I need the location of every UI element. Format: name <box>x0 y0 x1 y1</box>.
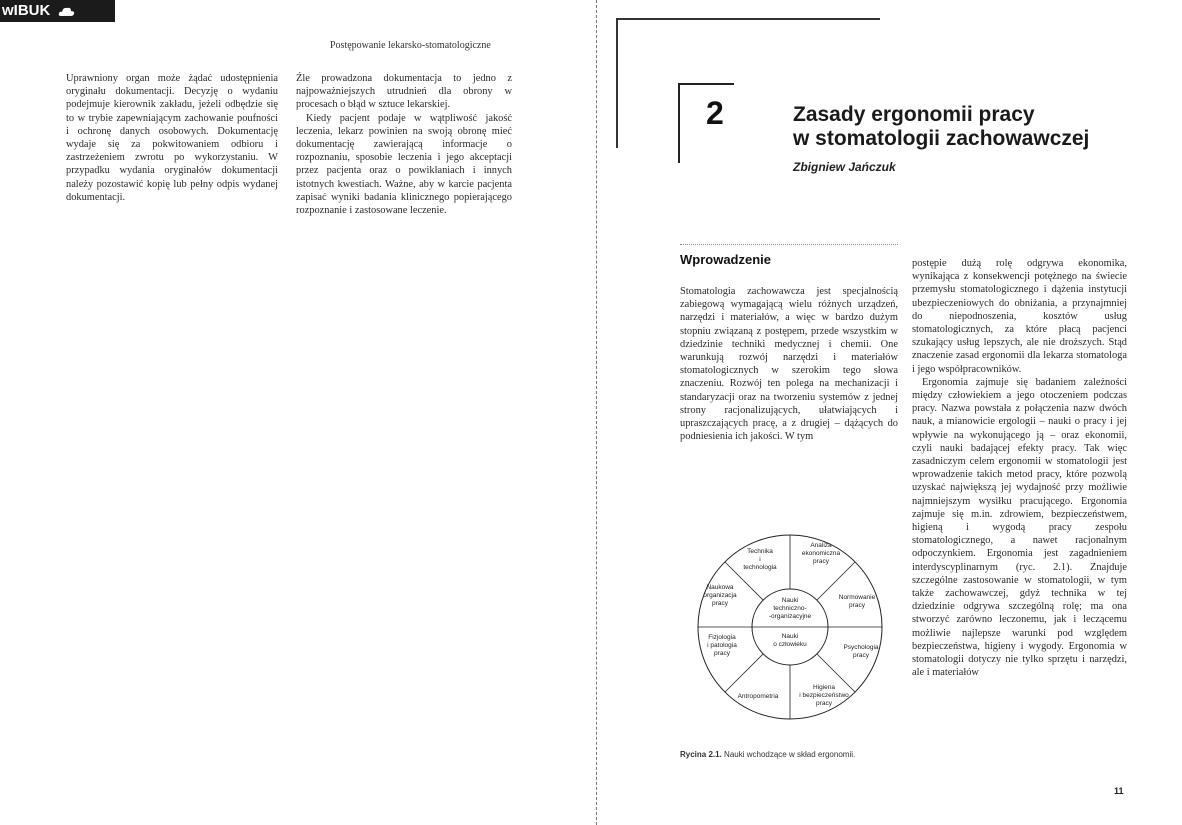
chapter-box-rule <box>678 83 734 85</box>
inner-label: Nauki techniczno--organizacyjne <box>768 597 812 620</box>
paragraph: postępie dużą rolę odgrywa ekonomika, wynikająca z konsekwencji potężnego na świecie przemysłu stomatologicznego i dążenia instytucji ubezpieczeniowych do obniżania, a przynajmniej do niepodnoszenia, kosztów usług stomatologicznych, za które płacą pacjenci szukający usług lepszych, ale nie droższych. Stąd znaczenie zasad ergonomii dla lekarza stomatologa i jego współpracowników. <box>912 258 1127 375</box>
ergonomics-diagram <box>694 515 886 739</box>
segment-label: Normowanie pracy <box>838 594 876 609</box>
paragraph: Stomatologia zachowawcza jest specjalnością zabiegową wymagającą wielu różnych urządzeń, narzędzi i materiałów, a więc w bardzo dużym stopniu związaną z postępem, przede wszystkim w dziedzinie techniki medycznej i chemii. One warunkują rozwój narzędzi i materiałów stomatologicznych w szerokim tego słowa znaczeniu. Rozwój ten polega na mechanizacji i standaryzacji oraz na tworzeniu systemów z jednej strony racjonalizujących, ułatwiających i upraszczających pracę, a z drugiej – dążących do podniesienia ich jakości. W tym <box>680 286 898 443</box>
page-divider <box>596 0 598 825</box>
left-column-2 <box>296 72 512 217</box>
chapter-author: Zbigniew Jańczuk <box>793 160 896 174</box>
left-column-1 <box>66 72 278 204</box>
figure-caption <box>680 750 855 759</box>
chapter-title <box>793 103 1089 151</box>
page-number: 11 <box>1114 786 1124 796</box>
section-heading: Wprowadzenie <box>680 252 772 267</box>
segment-label: Analiza ekonomiczna pracy <box>801 542 841 565</box>
chapter-number: 2 <box>706 95 724 131</box>
caption-text: Nauki wchodzące w skład ergonomii. <box>724 750 856 759</box>
segment-label: Psychologia pracy <box>843 644 879 659</box>
section-rule <box>680 244 898 245</box>
paragraph: Kiedy pacjent podaje w wątpliwość jakość leczenia, lekarz powinien na swoją obronę mieć dokumentację zawierającą informacje o rozpoznaniu, sposobie leczenia i jego akceptacji przez pacjenta oraz o powikłaniach i innych istotnych kwestiach. Ważne, aby w karcie pacjenta zapisać wyniki badania klinicznego popierającego rozpoznanie i zastosowane leczenie. <box>296 112 512 217</box>
right-column-2 <box>912 257 1127 680</box>
decorative-rule <box>616 18 618 148</box>
segment-label: Higiena i bezpieczeństwo pracy <box>799 684 849 707</box>
chapter-title-line: w stomatologii zachowawczej <box>793 127 1090 150</box>
chapter-box-rule <box>678 83 680 163</box>
segment-label: Antropometria <box>737 693 779 700</box>
segment-label: Fizjologia i patologia pracy <box>707 634 737 657</box>
caption-label: Rycina 2.1. <box>680 750 722 759</box>
logo <box>0 0 115 22</box>
chapter-title-line: Zasady ergonomii pracy <box>793 103 1035 126</box>
paragraph: Źle prowadzona dokumentacja to jedno z najpoważniejszych utrudnień dla obrony w procesach o błąd w sztuce lekarskiej. <box>296 73 512 111</box>
inner-label: Nauki o człowieku <box>773 633 807 648</box>
segment-label: Technika i technologia <box>743 548 777 571</box>
decorative-rule <box>616 18 880 20</box>
paragraph: Uprawniony organ może żądać udostępnienia oryginału dokumentacji. Decyzję o wydaniu podejmuje kierownik zakładu, jeżeli odbędzie się to w trybie zapewniającym zachowanie poufności i ochronę danych osobowych. Dokumentację wydaje się za pokwitowaniem odbioru i zastrzeżeniem zwrotu po wykorzystaniu. W przypadku wydania oryginałów dokumentacji należy pozostawić kopię lub pełny odpis wydanej dokumentacji. <box>66 73 278 203</box>
cloud-icon <box>58 6 76 17</box>
running-head: Postępowanie lekarsko-stomatologiczne <box>330 40 491 51</box>
right-column-1 <box>680 285 898 443</box>
segment-label: Naukowa organizacja pracy <box>703 584 737 607</box>
logo-text: wIBUK <box>2 2 51 19</box>
paragraph: Ergonomia zajmuje się badaniem zależności między człowiekiem a jego otoczeniem podczas pracy. Nazwa powstała z połączenia nazw dwóch nauk, a mianowicie ergologii – nauki o pracy i jej wpływie na wykonującego ją – oraz ekonomii, czyli nauki badającej efekty pracy. Tak więc zasadniczym celem ergonomii w stomatologii jest wprowadzenie takich metod pracy, które pozwolą uzyskać największą jej wydajność przy możliwie najmniejszym wysiłku pracującego. Ergonomia zajmuje się m.in. zdrowiem, bezpieczeństwem, higieną i wygodą pracy zespołu stomatologicznego, a nawet racjonalnym odpoczynkiem. Ergonomia jest zagadnieniem interdyscyplinarnym (ryc. 2.1). Znajduje szczególne zastosowanie w stomatologii, w tym także zachowawczej, gdyż technika w tej dziedzinie odgrywa szczególną rolę; ma ona stworzyć zarówno leczonemu, jak i leczącemu możliwie najlepsze warunki pod względem bezpieczeństwa, higieny i wygody. Ergonomia w stomatologii dotyczy nie tylko sprzętu i narzędzi, ale i materiałów <box>912 376 1127 679</box>
